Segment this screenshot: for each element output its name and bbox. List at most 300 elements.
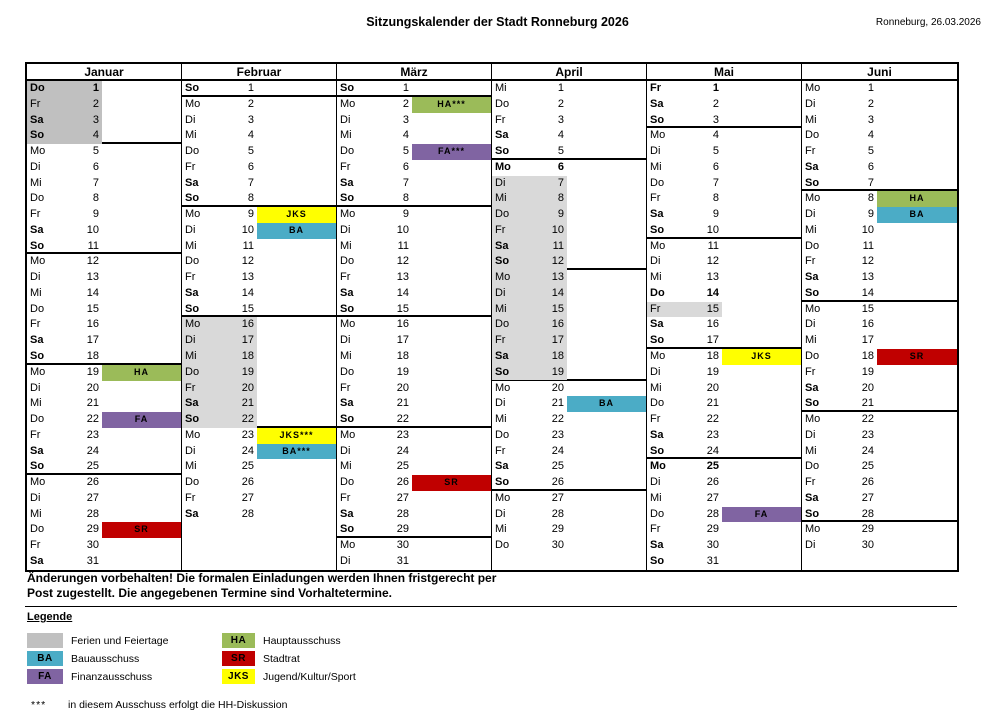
event-label bbox=[877, 396, 957, 412]
day-row bbox=[802, 428, 957, 444]
event-label bbox=[102, 444, 181, 460]
legend-swatch: BA bbox=[27, 651, 63, 666]
day-abbr: Do bbox=[185, 145, 200, 158]
day-number: 6 bbox=[557, 160, 564, 173]
day-row bbox=[182, 223, 336, 239]
day-number: 10 bbox=[396, 223, 409, 236]
day-number: 28 bbox=[86, 507, 99, 520]
day-abbr: Mi bbox=[340, 129, 352, 142]
day-number: 7 bbox=[867, 176, 874, 189]
day-row bbox=[27, 128, 181, 144]
event-label bbox=[257, 317, 336, 333]
event-label bbox=[722, 286, 801, 302]
day-number: 19 bbox=[706, 365, 719, 378]
event-label bbox=[412, 428, 491, 444]
day-row bbox=[492, 270, 646, 286]
event-label bbox=[877, 97, 957, 113]
day-number: 4 bbox=[247, 129, 254, 142]
event-label bbox=[877, 254, 957, 270]
event-label bbox=[257, 128, 336, 144]
event-label bbox=[567, 128, 646, 144]
event-label bbox=[722, 428, 801, 444]
event-label bbox=[257, 475, 336, 491]
day-number: 11 bbox=[87, 239, 99, 252]
event-label bbox=[722, 302, 801, 318]
day-abbr: Sa bbox=[495, 129, 509, 142]
day-number: 8 bbox=[524, 191, 567, 207]
day-row bbox=[492, 396, 646, 412]
day-row bbox=[492, 81, 646, 97]
day-row bbox=[802, 459, 957, 475]
day-row bbox=[27, 444, 181, 460]
event-label bbox=[412, 491, 491, 507]
event-label bbox=[722, 144, 801, 160]
event-label bbox=[412, 349, 491, 365]
day-abbr: Fr bbox=[805, 255, 816, 268]
day-number: 11 bbox=[707, 239, 719, 252]
day-number: 28 bbox=[861, 507, 874, 520]
day-abbr: Mi bbox=[805, 334, 817, 347]
day-abbr: Do bbox=[492, 207, 524, 223]
event-label bbox=[257, 491, 336, 507]
day-abbr: Fr bbox=[495, 113, 506, 126]
day-row bbox=[492, 317, 646, 333]
day-abbr: Di bbox=[30, 381, 41, 394]
day-row bbox=[182, 475, 336, 491]
day-abbr: Do bbox=[30, 192, 45, 205]
day-number: 23 bbox=[396, 428, 409, 441]
day-number: 30 bbox=[706, 539, 719, 552]
day-number: 12 bbox=[706, 255, 719, 268]
day-number: 16 bbox=[524, 317, 567, 333]
day-number: 19 bbox=[396, 365, 409, 378]
day-number: 18 bbox=[214, 349, 257, 365]
day-number: 30 bbox=[396, 539, 409, 552]
day-row bbox=[182, 459, 336, 475]
day-row bbox=[182, 254, 336, 270]
day-abbr: Mi bbox=[185, 460, 197, 473]
event-label bbox=[102, 81, 181, 97]
day-number: 23 bbox=[551, 428, 564, 441]
event-label: BA bbox=[257, 223, 336, 239]
day-abbr: So bbox=[492, 365, 524, 381]
day-number: 30 bbox=[86, 539, 99, 552]
day-number: 28 bbox=[241, 507, 254, 520]
event-label bbox=[412, 554, 491, 570]
day-number: 16 bbox=[706, 318, 719, 331]
event-label bbox=[412, 160, 491, 176]
day-abbr: Mo bbox=[185, 428, 201, 441]
event-label bbox=[877, 365, 957, 381]
day-abbr: Fr bbox=[185, 491, 196, 504]
event-label bbox=[722, 381, 801, 397]
day-number: 2 bbox=[867, 97, 874, 110]
day-number: 8 bbox=[247, 192, 254, 205]
day-abbr: Mo bbox=[650, 350, 666, 363]
event-label bbox=[102, 333, 181, 349]
event-label bbox=[877, 81, 957, 97]
event-label bbox=[412, 459, 491, 475]
day-abbr: Sa bbox=[30, 444, 44, 457]
day-abbr: Sa bbox=[805, 271, 819, 284]
day-abbr: Fr bbox=[340, 271, 351, 284]
notice-text bbox=[27, 571, 547, 601]
event-label bbox=[722, 459, 801, 475]
day-number: 10 bbox=[86, 223, 99, 236]
day-number: 1 bbox=[402, 82, 409, 94]
event-label bbox=[257, 396, 336, 412]
event-label bbox=[567, 207, 646, 223]
day-row bbox=[27, 191, 181, 207]
day-row bbox=[337, 254, 491, 270]
day-abbr: Di bbox=[650, 145, 661, 158]
day-row bbox=[27, 254, 181, 270]
event-label bbox=[257, 191, 336, 207]
day-abbr: Mi bbox=[805, 113, 817, 126]
event-label bbox=[412, 444, 491, 460]
event-label bbox=[102, 538, 181, 554]
day-abbr: Sa bbox=[340, 397, 354, 410]
day-row bbox=[647, 191, 801, 207]
day-number: 25 bbox=[706, 460, 719, 473]
event-label: HA*** bbox=[412, 97, 491, 113]
event-label bbox=[412, 302, 491, 318]
day-abbr: Do bbox=[340, 255, 355, 268]
day-abbr: Mi bbox=[185, 129, 197, 142]
day-row bbox=[492, 144, 646, 160]
event-label bbox=[102, 459, 181, 475]
event-label bbox=[412, 270, 491, 286]
day-row bbox=[337, 176, 491, 192]
day-row bbox=[337, 412, 491, 428]
day-row bbox=[647, 302, 801, 318]
divider-rule bbox=[25, 606, 957, 607]
event-label bbox=[877, 444, 957, 460]
day-abbr: Fr bbox=[182, 381, 214, 397]
day-row bbox=[492, 444, 646, 460]
day-number: 29 bbox=[86, 523, 99, 536]
day-abbr: Do bbox=[650, 286, 665, 299]
day-row bbox=[647, 207, 801, 223]
event-label bbox=[412, 207, 491, 223]
event-label bbox=[877, 428, 957, 444]
event-label bbox=[877, 333, 957, 349]
day-number: 12 bbox=[861, 255, 874, 268]
day-number: 2 bbox=[557, 97, 564, 110]
event-label: HA bbox=[877, 191, 957, 207]
event-label bbox=[412, 396, 491, 412]
day-abbr: Mo bbox=[30, 476, 46, 489]
day-number: 10 bbox=[241, 223, 254, 236]
day-row bbox=[337, 475, 491, 491]
day-number: 21 bbox=[706, 397, 719, 410]
event-label bbox=[567, 270, 646, 286]
day-number: 17 bbox=[214, 333, 257, 349]
event-label bbox=[567, 144, 646, 160]
day-number: 31 bbox=[706, 554, 719, 567]
day-row bbox=[802, 223, 957, 239]
day-abbr: So bbox=[30, 460, 45, 473]
day-row bbox=[647, 428, 801, 444]
event-label bbox=[257, 333, 336, 349]
day-abbr: Do bbox=[340, 365, 355, 378]
day-abbr: Sa bbox=[182, 396, 214, 412]
day-row bbox=[492, 97, 646, 113]
day-abbr: Mo bbox=[650, 129, 666, 142]
day-abbr: Mo bbox=[340, 539, 356, 552]
day-abbr: Di bbox=[492, 176, 524, 192]
month-header: April bbox=[492, 64, 646, 81]
day-row bbox=[492, 333, 646, 349]
day-abbr: Sa bbox=[30, 223, 44, 236]
month-header: Januar bbox=[27, 64, 181, 81]
day-abbr: Mo bbox=[805, 82, 821, 94]
event-label bbox=[102, 381, 181, 397]
event-label bbox=[257, 97, 336, 113]
day-number: 11 bbox=[397, 239, 409, 252]
day-number: 14 bbox=[396, 286, 409, 299]
event-label bbox=[567, 349, 646, 365]
day-abbr: Fr bbox=[27, 97, 59, 113]
day-number: 5 bbox=[92, 145, 99, 158]
day-number: 8 bbox=[867, 192, 874, 205]
day-row bbox=[337, 381, 491, 397]
day-abbr: Do bbox=[650, 397, 665, 410]
day-number: 18 bbox=[524, 349, 567, 365]
day-number: 7 bbox=[402, 176, 409, 189]
day-row bbox=[647, 522, 801, 538]
day-number: 23 bbox=[861, 428, 874, 441]
legend-item bbox=[27, 669, 168, 684]
day-row bbox=[182, 444, 336, 460]
day-abbr: Mi bbox=[30, 286, 42, 299]
event-label bbox=[412, 113, 491, 129]
day-row bbox=[647, 97, 801, 113]
day-abbr: Di bbox=[492, 286, 524, 302]
day-row bbox=[492, 207, 646, 223]
day-abbr: Mo bbox=[495, 381, 511, 394]
day-number: 1 bbox=[247, 82, 254, 94]
day-row bbox=[492, 538, 646, 554]
day-row bbox=[647, 113, 801, 129]
event-label: JKS bbox=[722, 349, 801, 365]
day-abbr: Fr bbox=[495, 444, 506, 457]
day-row bbox=[647, 444, 801, 460]
day-abbr: Mi bbox=[650, 160, 662, 173]
day-row bbox=[647, 554, 801, 570]
day-abbr: Fr bbox=[340, 160, 351, 173]
day-abbr: So bbox=[340, 192, 355, 205]
day-number: 27 bbox=[396, 491, 409, 504]
day-row bbox=[337, 349, 491, 365]
day-row bbox=[182, 81, 336, 97]
event-label bbox=[102, 239, 181, 255]
event-label bbox=[567, 412, 646, 428]
day-number: 10 bbox=[706, 223, 719, 236]
day-row bbox=[492, 286, 646, 302]
day-row bbox=[182, 491, 336, 507]
day-number: 18 bbox=[861, 350, 874, 363]
day-number: 26 bbox=[861, 476, 874, 489]
day-abbr: So bbox=[182, 412, 214, 428]
event-label bbox=[257, 270, 336, 286]
day-abbr: So bbox=[340, 523, 355, 536]
day-number: 22 bbox=[551, 413, 564, 426]
day-row bbox=[27, 349, 181, 365]
day-row bbox=[182, 428, 336, 444]
day-number: 27 bbox=[861, 491, 874, 504]
month-column-januar bbox=[27, 64, 182, 570]
event-label bbox=[877, 223, 957, 239]
day-abbr: So bbox=[495, 476, 510, 489]
day-number: 14 bbox=[86, 286, 99, 299]
event-label bbox=[257, 113, 336, 129]
day-number: 17 bbox=[524, 333, 567, 349]
day-abbr: Di bbox=[182, 333, 214, 349]
event-label bbox=[722, 270, 801, 286]
day-abbr: Mi bbox=[185, 239, 197, 252]
day-abbr: Di bbox=[495, 507, 506, 520]
day-row bbox=[27, 381, 181, 397]
day-abbr: So bbox=[30, 239, 45, 252]
day-row bbox=[337, 317, 491, 333]
event-label bbox=[412, 538, 491, 554]
day-abbr: Di bbox=[185, 113, 196, 126]
day-abbr: Mo bbox=[182, 317, 214, 333]
day-row bbox=[802, 349, 957, 365]
month-column-februar bbox=[182, 64, 337, 570]
legend-label: Hauptausschuss bbox=[263, 634, 341, 647]
footnote-marker: *** bbox=[31, 699, 47, 711]
event-label bbox=[567, 317, 646, 333]
day-row bbox=[27, 207, 181, 223]
day-abbr: Fr bbox=[650, 413, 661, 426]
day-row bbox=[492, 381, 646, 397]
day-abbr: Do bbox=[805, 239, 820, 252]
day-abbr: Fr bbox=[805, 145, 816, 158]
day-number: 20 bbox=[86, 381, 99, 394]
event-label bbox=[877, 270, 957, 286]
day-abbr: So bbox=[805, 397, 820, 410]
event-label: FA bbox=[102, 412, 181, 428]
day-row bbox=[182, 176, 336, 192]
day-abbr: Di bbox=[30, 491, 41, 504]
event-label bbox=[412, 522, 491, 538]
day-row bbox=[647, 270, 801, 286]
event-label bbox=[722, 207, 801, 223]
day-row bbox=[182, 270, 336, 286]
day-number: 5 bbox=[247, 145, 254, 158]
day-abbr: Do bbox=[27, 81, 59, 97]
day-abbr: Fr bbox=[30, 428, 41, 441]
legend-swatch bbox=[27, 633, 63, 648]
day-row bbox=[337, 302, 491, 318]
day-number: 11 bbox=[524, 239, 567, 255]
day-number: 9 bbox=[524, 207, 567, 223]
legend-swatch: JKS bbox=[222, 669, 255, 684]
day-number: 30 bbox=[861, 539, 874, 552]
event-label bbox=[722, 191, 801, 207]
day-number: 24 bbox=[86, 444, 99, 457]
day-number: 1 bbox=[867, 82, 874, 94]
month-column-april bbox=[492, 64, 647, 570]
day-abbr: Di bbox=[805, 428, 816, 441]
day-number: 21 bbox=[861, 397, 874, 410]
day-number: 15 bbox=[861, 302, 874, 315]
day-row bbox=[27, 365, 181, 381]
day-number: 27 bbox=[241, 491, 254, 504]
day-row bbox=[182, 412, 336, 428]
day-row bbox=[27, 286, 181, 302]
event-label bbox=[257, 176, 336, 192]
day-number: 9 bbox=[402, 208, 409, 221]
event-label bbox=[412, 239, 491, 255]
day-row bbox=[337, 207, 491, 223]
day-abbr: Fr bbox=[650, 192, 661, 205]
day-row bbox=[802, 207, 957, 223]
day-abbr: Mo bbox=[650, 460, 666, 473]
day-abbr: Mi bbox=[340, 350, 352, 363]
event-label bbox=[877, 144, 957, 160]
day-row bbox=[647, 381, 801, 397]
day-row bbox=[337, 144, 491, 160]
event-label bbox=[412, 81, 491, 97]
day-abbr: Di bbox=[650, 365, 661, 378]
day-abbr: Mo bbox=[650, 239, 666, 252]
day-abbr: Mi bbox=[30, 507, 42, 520]
day-abbr: Sa bbox=[492, 349, 524, 365]
event-label: BA bbox=[567, 396, 646, 412]
day-abbr: Mi bbox=[495, 523, 507, 536]
day-abbr: Mo bbox=[495, 160, 511, 173]
day-abbr: Sa bbox=[650, 208, 664, 221]
day-row bbox=[27, 554, 181, 570]
day-abbr: Di bbox=[805, 97, 816, 110]
legend-column-left bbox=[27, 633, 168, 687]
day-abbr: Sa bbox=[185, 176, 199, 189]
day-number: 23 bbox=[86, 428, 99, 441]
day-abbr: Di bbox=[340, 223, 351, 236]
day-row bbox=[802, 522, 957, 538]
page-title: Sitzungskalender der Stadt Ronneburg 2026 bbox=[366, 15, 629, 29]
day-abbr: So bbox=[650, 554, 665, 567]
day-abbr: Mo bbox=[805, 192, 821, 205]
day-row bbox=[647, 507, 801, 523]
day-row bbox=[647, 128, 801, 144]
day-abbr: Sa bbox=[805, 160, 819, 173]
day-abbr: Sa bbox=[340, 507, 354, 520]
day-abbr: Fr bbox=[30, 539, 41, 552]
event-label bbox=[567, 302, 646, 318]
day-abbr: Do bbox=[650, 176, 665, 189]
day-abbr: Fr bbox=[492, 333, 524, 349]
day-row bbox=[27, 302, 181, 318]
day-number: 29 bbox=[861, 523, 874, 536]
day-number: 8 bbox=[402, 192, 409, 205]
day-row bbox=[492, 459, 646, 475]
day-number: 14 bbox=[524, 286, 567, 302]
day-abbr: So bbox=[185, 82, 200, 94]
day-row bbox=[337, 223, 491, 239]
event-label bbox=[877, 302, 957, 318]
day-number: 31 bbox=[396, 554, 409, 567]
day-number: 24 bbox=[241, 444, 254, 457]
event-label bbox=[412, 333, 491, 349]
day-row bbox=[182, 365, 336, 381]
event-label bbox=[567, 239, 646, 255]
day-number: 12 bbox=[86, 255, 99, 268]
day-row bbox=[337, 160, 491, 176]
